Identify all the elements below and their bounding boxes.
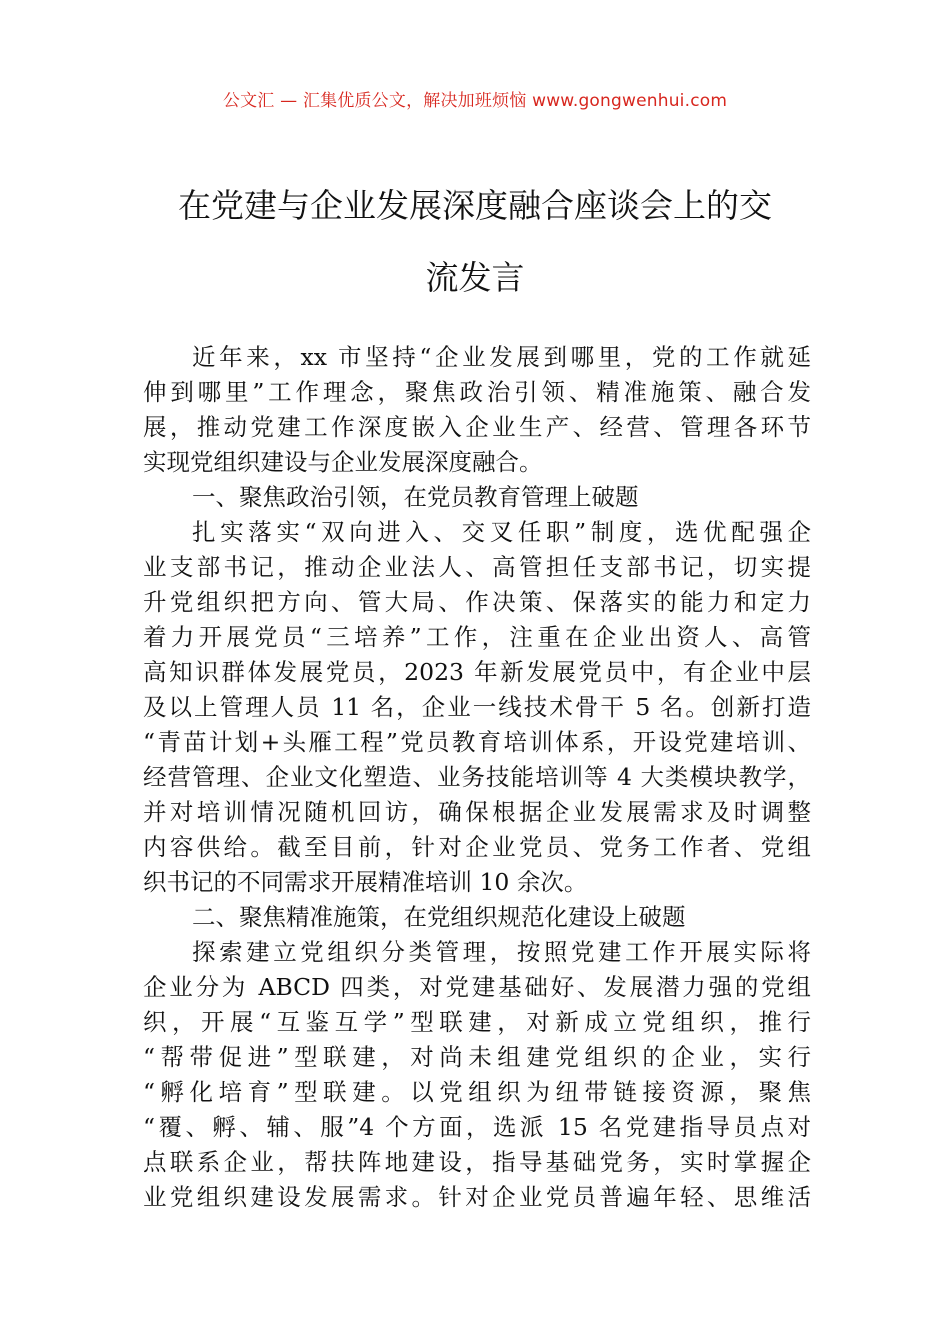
header-banner: 公文汇 — 汇集优质公文，解决加班烦恼 www.gongwenhui.com — [222, 91, 728, 111]
body-line: “覆、孵、辅、服”4 个方面，选派 15 名党建指导员点对 — [143, 1113, 811, 1141]
body-line: 高知识群体发展党员，2023 年新发展党员中，有企业中层 — [143, 658, 811, 686]
body-line: 业支部书记，推动企业法人、高管担任支部书记，切实提 — [143, 553, 811, 581]
body-line: 升党组织把方向、管大局、作决策、保落实的能力和定力 — [143, 588, 811, 616]
body-line: 企业分为 ABCD 四类，对党建基础好、发展潜力强的党组 — [143, 973, 811, 1001]
body-line: 扎实落实“双向进入、交叉任职”制度，选优配强企 — [192, 518, 811, 546]
body-line: 展，推动党建工作深度嵌入企业生产、经营、管理各环节 — [143, 413, 811, 441]
body-line: 实现党组织建设与企业发展深度融合。 — [143, 448, 543, 476]
body-line: “孵化培育”型联建。以党组织为纽带链接资源，聚焦 — [143, 1078, 811, 1106]
body-line: 伸到哪里”工作理念，聚焦政治引领、精准施策、融合发 — [143, 378, 811, 406]
body-line: 织，开展“互鉴互学”型联建，对新成立党组织，推行 — [143, 1008, 811, 1036]
body-line: 探索建立党组织分类管理，按照党建工作开展实际将 — [192, 938, 811, 966]
body-line: 内容供给。截至目前，针对企业党员、党务工作者、党组 — [143, 833, 811, 861]
document-title-line-2: 流发言 — [425, 258, 525, 297]
document-title-line-1: 在党建与企业发展深度融合座谈会上的交 — [178, 186, 772, 225]
body-line: 经营管理、企业文化塑造、业务技能培训等 4 大类模块教学， — [143, 763, 811, 791]
body-line: 织书记的不同需求开展精准培训 10 余次。 — [143, 868, 588, 896]
body-line: 着力开展党员“三培养”工作，注重在企业出资人、高管 — [143, 623, 811, 651]
section-heading: 一、聚焦政治引领，在党员教育管理上破题 — [192, 483, 639, 511]
section-heading: 二、聚焦精准施策，在党组织规范化建设上破题 — [192, 903, 686, 931]
body-line: 近年来，xx 市坚持“企业发展到哪里，党的工作就延 — [192, 343, 811, 371]
body-line: “帮带促进”型联建，对尚未组建党组织的企业，实行 — [143, 1043, 811, 1071]
body-line: 及以上管理人员 11 名，企业一线技术骨干 5 名。创新打造 — [143, 693, 811, 721]
body-line: 业党组织建设发展需求。针对企业党员普遍年轻、思维活 — [143, 1183, 811, 1211]
body-line: 点联系企业，帮扶阵地建设，指导基础党务，实时掌握企 — [143, 1148, 811, 1176]
body-line: 并对培训情况随机回访，确保根据企业发展需求及时调整 — [143, 798, 811, 826]
body-line: “青苗计划+头雁工程”党员教育培训体系，开设党建培训、 — [143, 728, 811, 756]
